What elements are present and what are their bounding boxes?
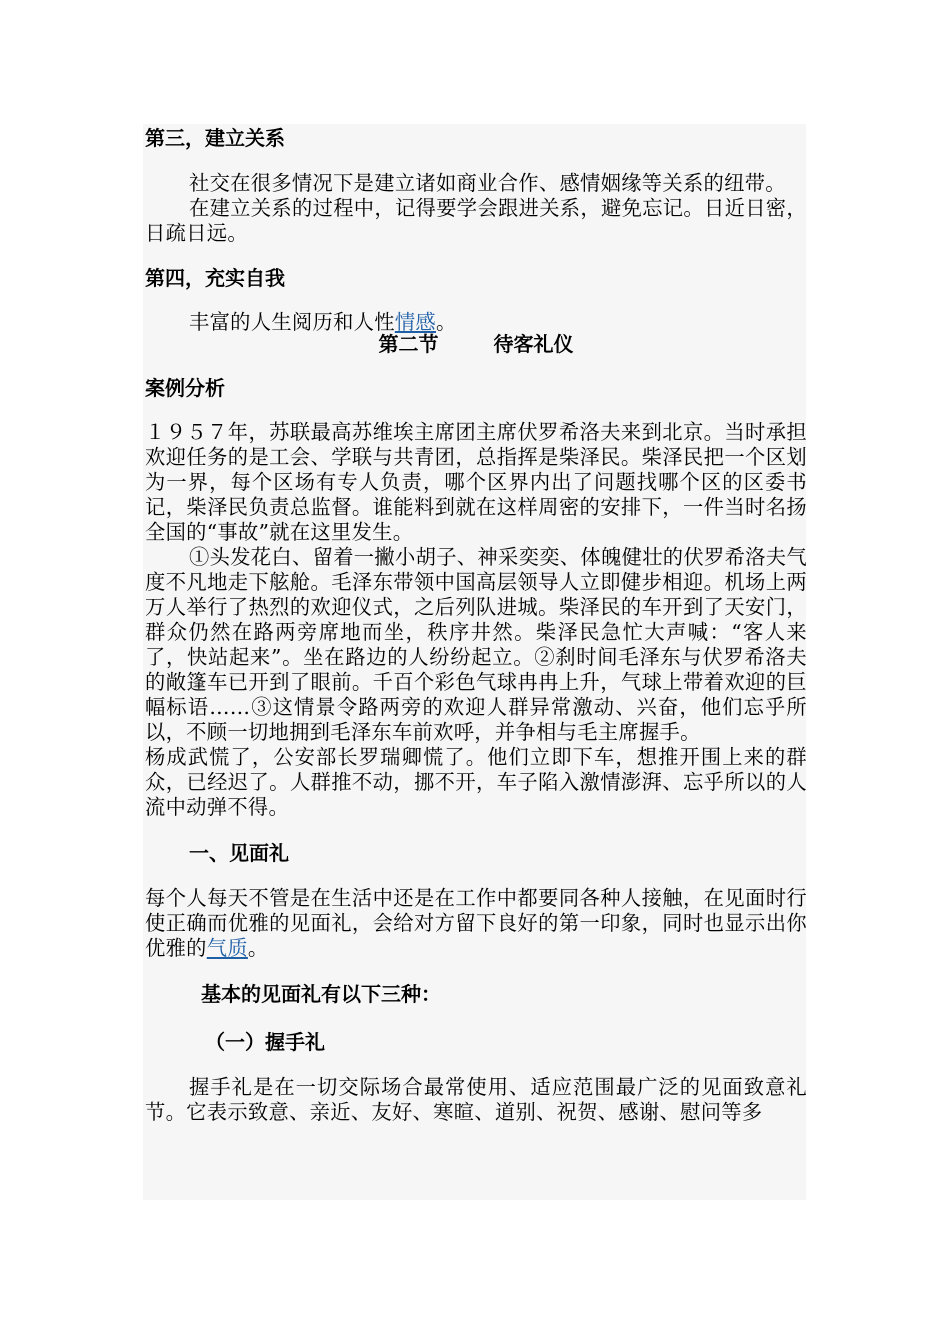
emotion-link[interactable]: 情感 [394, 310, 436, 334]
section-heading-fourth: 第四，充实自我 [145, 266, 285, 290]
section-heading-third: 第三，建立关系 [145, 126, 285, 150]
case-paragraph-1: １９５７年，苏联最高苏维埃主席团主席伏罗希洛夫来到北京。当时承担欢迎任务的是工会、学联与共青团，总指挥是柴泽民。柴泽民把一个区划为一界，每个区场有专人负责，哪个区界内出了问题找哪个区的区委书记，柴泽民负责总监督。谁能料到就在这样周密的安排下，一件当时名扬全国的“事故”就在这里发生。 [145, 420, 807, 544]
chapter-title [145, 332, 807, 356]
case-paragraph-3: 杨成武慌了，公安部长罗瑞卿慌了。他们立即下车，想推开围上来的群众，已经迟了。人群推不动，挪不开，车子陷入激情澎湃、忘乎所以的人流中动弹不得。 [145, 745, 807, 819]
handshake-heading: （一）握手礼 [205, 1030, 325, 1054]
document-body [145, 120, 807, 1125]
chapter-number: 第二节 [378, 332, 439, 356]
paragraph-text: 。 [247, 936, 269, 960]
meeting-etiquette-heading: 一、见面礼 [189, 841, 289, 865]
paragraph-text: 丰富的人生阅历和人性 [189, 310, 395, 334]
chapter-name: 待客礼仪 [493, 332, 574, 356]
paragraph-text: 每个人每天不管是在生活中还是在工作中都要同各种人接触，在见面时行使正确而优雅的见面礼，会给对方留下良好的第一印象，同时也显示出你优雅的 [145, 886, 807, 960]
paragraph: 社交在很多情况下是建立诸如商业合作、感情姻缘等关系的纽带。 [189, 171, 786, 195]
case-analysis-heading: 案例分析 [145, 376, 225, 400]
handshake-paragraph: 握手礼是在一切交际场合最常使用、适应范围最广泛的见面致意礼节。它表示致意、亲近、友好、寒暄、道别、祝贺、感谢、慰问等多 [145, 1075, 807, 1124]
paragraph-text: 。 [436, 310, 457, 334]
paragraph: 在建立关系的过程中，记得要学会跟进关系，避免忘记。日近日密，日疏日远。 [145, 196, 807, 245]
temperament-link[interactable]: 气质 [206, 936, 248, 960]
basic-types-heading: 基本的见面礼有以下三种： [201, 982, 441, 1006]
case-paragraph-2: ①头发花白、留着一撇小胡子、神采奕奕、体魄健壮的伏罗希洛夫气度不凡地走下舷舱。毛泽东带领中国高层领导人立即健步相迎。机场上两万人举行了热烈的欢迎仪式，之后列队进城。柴泽民的车开到了天安门，群众仍然在路两旁席地而坐，秩序井然。柴泽民急忙大声喊：“客人来了，快站起来”。坐在路边的人纷纷起立。②刹时间毛泽东与伏罗希洛夫的敞篷车已开到了眼前。千百个彩色气球冉冉上升，气球上带着欢迎的巨幅标语……③这情景令路两旁的欢迎人群异常激动、兴奋，他们忘乎所以，不顾一切地拥到毛泽东车前欢呼，并争相与毛主席握手。 [145, 545, 807, 744]
meeting-paragraph [145, 886, 807, 961]
